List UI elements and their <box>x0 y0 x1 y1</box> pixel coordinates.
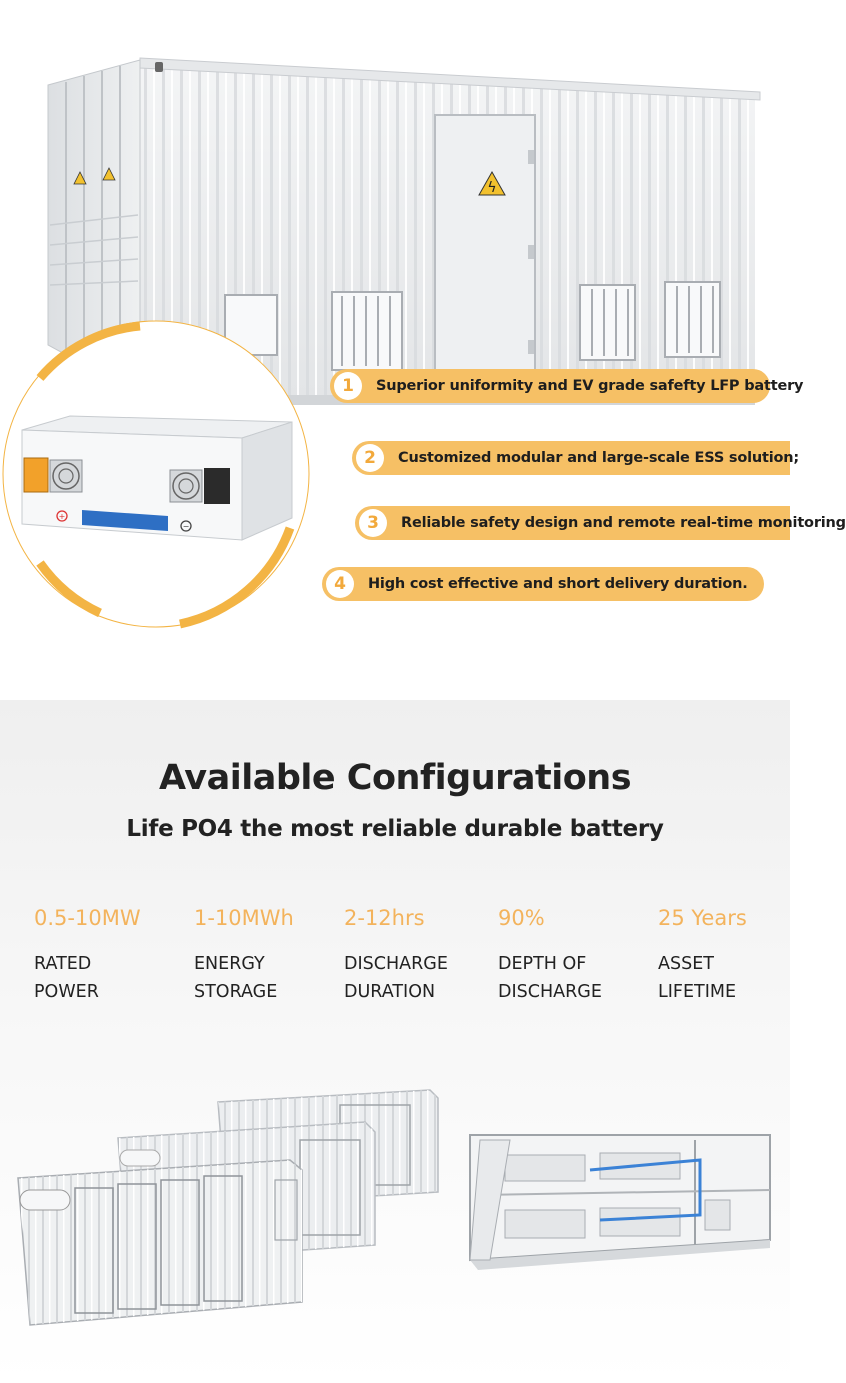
stat-label: DEPTH OF DISCHARGE <box>498 954 602 1002</box>
stat-value: 25 Years <box>658 906 747 930</box>
feature-pill-1 <box>330 369 804 403</box>
section-subtitle: Life PO4 the most reliable durable battery <box>126 816 664 842</box>
feature-text: Superior uniformity and EV grade safefty LFP battery <box>376 378 804 394</box>
stat-rated-power <box>34 906 184 1006</box>
containers-illustration <box>0 1080 790 1383</box>
section-title: Available Configurations <box>158 758 632 798</box>
feature-pill-3 <box>355 506 846 540</box>
feature-pill-2 <box>352 441 799 475</box>
stat-energy-storage <box>194 906 344 1006</box>
stat-value: 1-10MWh <box>194 906 294 930</box>
feature-number: 2 <box>356 444 384 472</box>
container-cutaway <box>470 1135 770 1270</box>
feature-number: 3 <box>359 509 387 537</box>
stat-value: 90% <box>498 906 545 930</box>
stat-asset-lifetime <box>658 906 808 1006</box>
stat-label: RATED POWER <box>34 954 99 1002</box>
configurations-section <box>0 700 790 1383</box>
container-front <box>18 1160 302 1325</box>
feature-text: Reliable safety design and remote real-time monitoring <box>401 515 846 531</box>
svg-text:−: − <box>182 522 190 531</box>
stat-value: 0.5-10MW <box>34 906 141 930</box>
stat-label: ASSET LIFETIME <box>658 954 737 1002</box>
stat-value: 2-12hrs <box>344 906 425 930</box>
svg-text:+: + <box>58 512 66 521</box>
feature-text: Customized modular and large-scale ESS solution; <box>398 450 799 466</box>
feature-pill-4 <box>322 567 764 601</box>
feature-number: 4 <box>326 570 354 598</box>
feature-text: High cost effective and short delivery duration. <box>368 576 748 592</box>
cooling-fan-icon <box>170 470 202 502</box>
stat-discharge-duration <box>344 906 494 1006</box>
cooling-fan-icon <box>50 460 82 492</box>
stat-label: DISCHARGE DURATION <box>344 954 448 1002</box>
svg-text:ϟ: ϟ <box>487 180 497 196</box>
battery-module-circle <box>0 318 312 630</box>
stat-depth-of-discharge <box>498 906 648 1006</box>
feature-number: 1 <box>334 372 362 400</box>
stat-label: ENERGY STORAGE <box>194 954 278 1002</box>
